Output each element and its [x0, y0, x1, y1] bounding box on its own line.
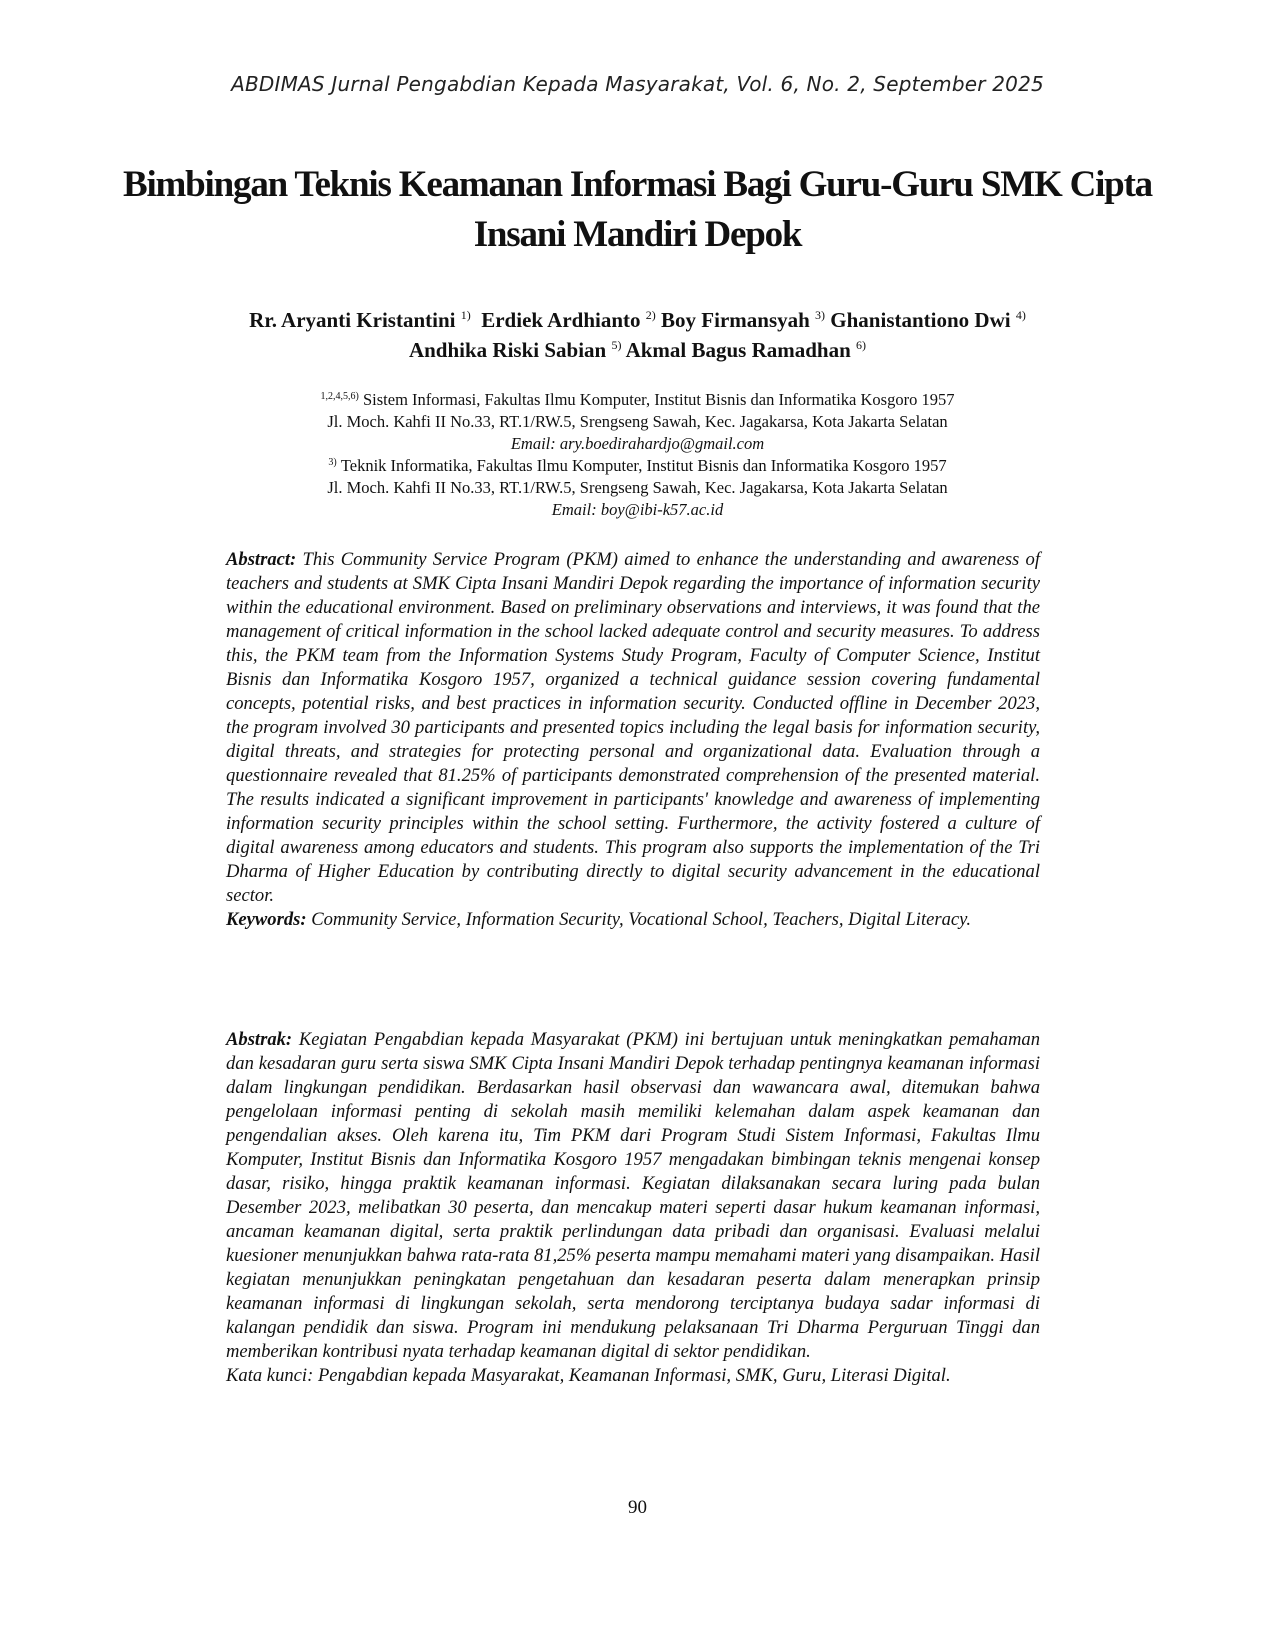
author-name: Boy Firmansyah [661, 308, 810, 332]
abstract-english [226, 548, 1040, 932]
author-name: Andhika Riski Sabian [408, 338, 607, 362]
author-mark: 5) [611, 338, 622, 352]
affiliation-institution [120, 389, 1155, 411]
keywords-indonesian [226, 1364, 1040, 1388]
abstract-indonesian-body [226, 1028, 1040, 1364]
author-name: Rr. Aryanti Kristantini [249, 308, 456, 332]
affiliation-mark: 3) [328, 457, 337, 468]
abstract-indonesian [226, 1028, 1040, 1388]
author-mark: 3) [815, 308, 826, 322]
author-line-1 [120, 305, 1155, 335]
affiliation-institution [120, 455, 1155, 477]
paper-title [100, 160, 1175, 260]
abstract-english-body [226, 548, 1040, 908]
author-mark: 2) [645, 308, 656, 322]
abstract-text: This Community Service Program (PKM) aimed to enhance the understanding and awareness of teachers and students at SMK Cipta Insani Mandiri Depok regarding the importance of information security within the educational environment. Based on preliminary observations and interviews, it was found that the management of critical information in the school lacked adequate control and security measures. To address this, the PKM team from the Information Systems Study Program, Faculty of Computer Science, Institut Bisnis dan Informatika Kosgoro 1957, organized a technical guidance session covering fundamental concepts, potential risks, and best practices in information security. Conducted offline in December 2023, the program involved 30 participants and presented topics including the legal basis for information security, digital threats, and strategies for protecting personal and organizational data. Evaluation through a questionnaire revealed that 81.25% of participants demonstrated comprehension of the presented material. The results indicated a significant improvement in participants' knowledge and awareness of implementing information security principles within the school setting. Furthermore, the activity fostered a culture of digital awareness among educators and students. This program also supports the implementation of the Tri Dharma of Higher Education by contributing directly to digital security advancement in the educational sector. [226, 549, 1040, 906]
author-name: Erdiek Ardhianto [481, 308, 641, 332]
affiliation-institution-text: Sistem Informasi, Fakultas Ilmu Komputer, Institut Bisnis dan Informatika Kosgoro 1957 [363, 390, 955, 409]
keywords-label: Keywords: [226, 909, 307, 930]
abstract-label: Abstract: [226, 549, 297, 570]
keywords-english [226, 908, 1040, 932]
paper-title-line-2: Insani Mandiri Depok [473, 214, 802, 255]
journal-header: ABDIMAS Jurnal Pengabdian Kepada Masyarakat, Vol. 6, No. 2, September 2025 [231, 72, 1044, 96]
affiliation-email: Email: boy@ibi-k57.ac.id [551, 500, 724, 519]
kata-kunci-label: Kata kunci: [226, 1365, 314, 1386]
kata-kunci-text: Pengabdian kepada Masyarakat, Keamanan Informasi, SMK, Guru, Literasi Digital. [317, 1365, 951, 1386]
abstrak-label: Abstrak: [226, 1029, 293, 1050]
author-mark: 6) [856, 338, 867, 352]
affiliation-address: Jl. Moch. Kahfi II No.33, RT.1/RW.5, Srengseng Sawah, Kec. Jagakarsa, Kota Jakarta Selatan [327, 478, 948, 497]
affiliations [120, 389, 1155, 521]
keywords-text: Community Service, Information Security, Vocational School, Teachers, Digital Literacy. [311, 909, 972, 930]
abstrak-text: Kegiatan Pengabdian kepada Masyarakat (PKM) ini bertujuan untuk meningkatkan pemahaman dan kesadaran guru serta siswa SMK Cipta Insani Mandiri Depok terhadap pentingnya keamanan informasi dalam lingkungan pendidikan. Berdasarkan hasil observasi dan wawancara awal, ditemukan bahwa pengelolaan informasi penting di sekolah masih memiliki kelemahan dalam aspek keamanan dan pengendalian akses. Oleh karena itu, Tim PKM dari Program Studi Sistem Informasi, Fakultas Ilmu Komputer, Institut Bisnis dan Informatika Kosgoro 1957 mengadakan bimbingan teknis mengenai konsep dasar, risiko, hingga praktik keamanan informasi. Kegiatan dilaksanakan secara luring pada bulan Desember 2023, melibatkan 30 peserta, dan mencakup materi seperti dasar hukum keamanan informasi, ancaman keamanan digital, serta praktik perlindungan data pribadi dan organisasi. Evaluasi melalui kuesioner menunjukkan bahwa rata-rata 81,25% peserta mampu memahami materi yang disampaikan. Hasil kegiatan menunjukkan peningkatan pengetahuan dan kesadaran peserta dalam menerapkan prinsip keamanan informasi di lingkungan sekolah, serta mendorong terciptanya budaya sadar informasi di kalangan pendidik dan siswa. Program ini mendukung pelaksanaan Tri Dharma Perguruan Tinggi dan memberikan kontribusi nyata terhadap keamanan digital di sektor pendidikan. [226, 1029, 1040, 1362]
author-name: Akmal Bagus Ramadhan [625, 338, 851, 362]
author-list [120, 305, 1155, 365]
author-mark: 1) [460, 308, 471, 322]
author-line-2 [120, 335, 1155, 365]
affiliation-email: Email: ary.boedirahardjo@gmail.com [510, 434, 765, 453]
affiliation-institution-text: Teknik Informatika, Fakultas Ilmu Komputer, Institut Bisnis dan Informatika Kosgoro 1957 [340, 456, 947, 475]
author-name: Ghanistantiono Dwi [830, 308, 1011, 332]
affiliation-mark: 1,2,4,5,6) [320, 391, 359, 402]
affiliation-address: Jl. Moch. Kahfi II No.33, RT.1/RW.5, Srengseng Sawah, Kec. Jagakarsa, Kota Jakarta Selatan [327, 412, 948, 431]
page-number: 90 [628, 1497, 647, 1518]
paper-title-line-1: Bimbingan Teknis Keamanan Informasi Bagi Guru-Guru SMK Cipta [123, 164, 1152, 205]
author-mark: 4) [1015, 308, 1026, 322]
